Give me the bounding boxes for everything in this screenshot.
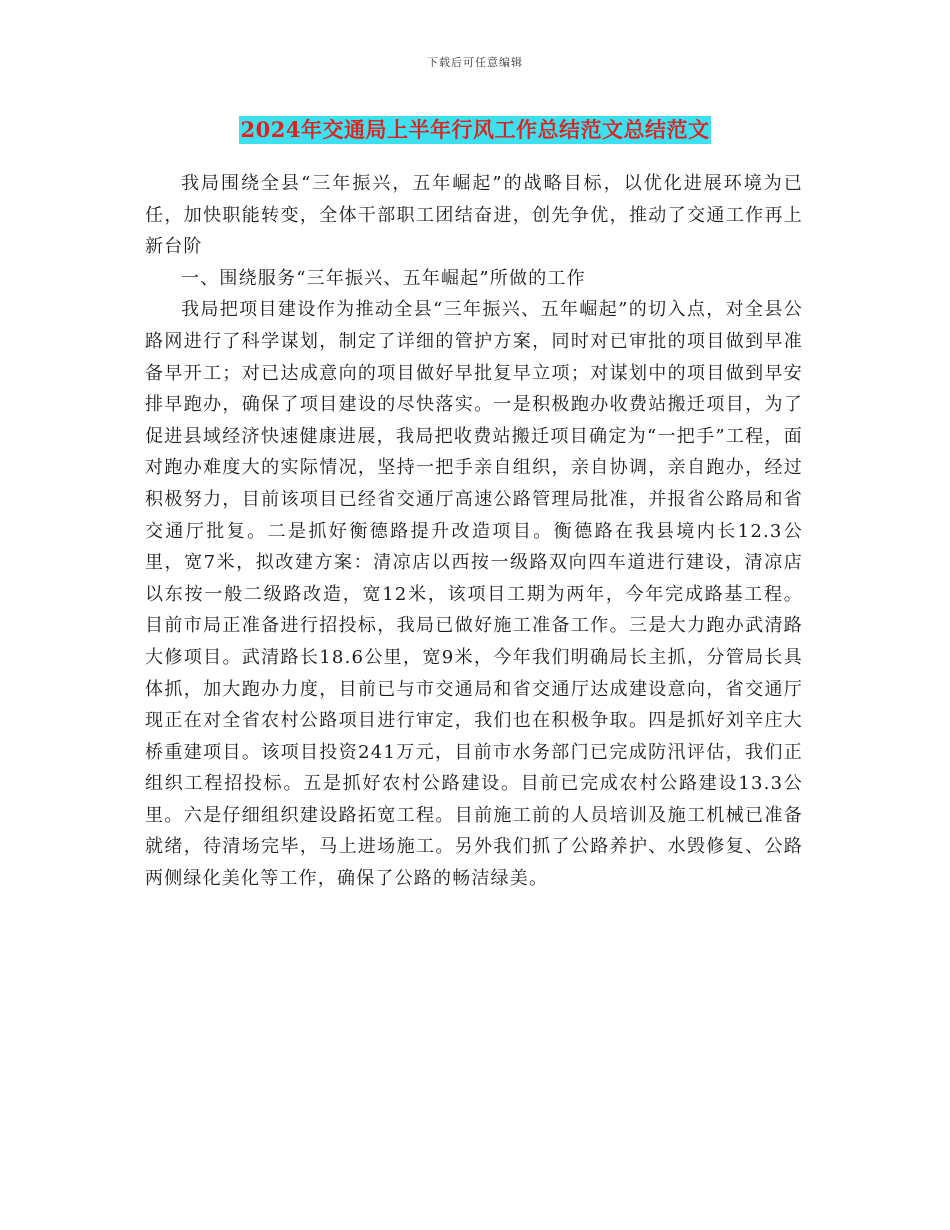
document-body	[145, 168, 803, 895]
document-title: 2024年交通局上半年行风工作总结范文总结范文	[240, 117, 710, 142]
title-container	[0, 116, 950, 144]
paragraph-intro: 我局围绕全县“三年振兴，五年崛起”的战略目标，以优化进展环境为已任，加快职能转变，全体干部职工团结奋进，创先争优，推动了交通工作再上新台阶	[145, 173, 803, 258]
paragraph-projects: 我局把项目建设作为推动全县“三年振兴、五年崛起”的切入点，对全县公路网进行了科学谋划，制定了详细的管护方案，同时对已审批的项目做到早准备早开工；对已达成意向的项目做好早批复早立项；对谋划中的项目做到早安排早跑办，确保了项目建设的尽快落实。一是积极跑办收费站搬迁项目，为了促进县域经济快速健康进展，我局把收费站搬迁项目确定为“一把手”工程，面对跑办难度大的实际情况，坚持一把手亲自组织，亲自协调，亲自跑办，经过积极努力，目前该项目已经省交通厅高速公路管理局批准，并报省公路局和省交通厅批复。二是抓好衡德路提升改造项目。衡德路在我县境内长12.3公里，宽7米，拟改建方案：清凉店以西按一级路双向四车道进行建设，清凉店以东按一般二级路改造，宽12米，该项目工期为两年，今年完成路基工程。目前市局正准备进行招投标，我局已做好施工准备工作。三是大力跑办武清路大修项目。武清路长18.6公里，宽9米，今年我们明确局长主抓，分管局长具体抓，加大跑办力度，目前已与市交通局和省交通厅达成建设意向，省交通厅现正在对全省农村公路项目进行审定，我们也在积极争取。四是抓好刘辛庄大桥重建项目。该项目投资241万元，目前市水务部门已完成防汛评估，我们正组织工程招投标。五是抓好农村公路建设。目前已完成农村公路建设13.3公里。六是仔细组织建设路拓宽工程。目前施工前的人员培训及施工机械已准备就绪，待清场完毕，马上进场施工。另外我们抓了公路养护、水毁修复、公路两侧绿化美化等工作，确保了公路的畅洁绿美。	[145, 299, 803, 890]
section-heading: 一、围绕服务“三年振兴、五年崛起”所做的工作	[181, 267, 586, 289]
header-note: 下载后可任意编辑	[427, 56, 523, 69]
